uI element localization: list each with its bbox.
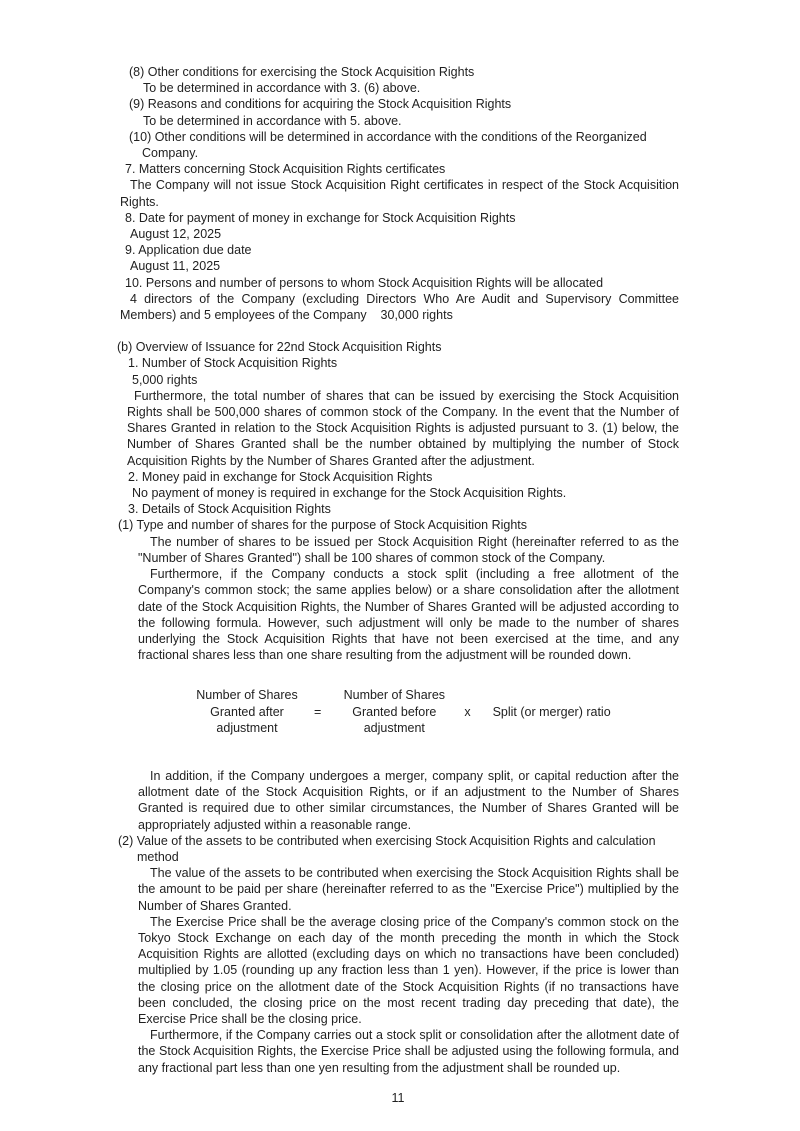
item-8-heading: (8) Other conditions for exercising the Stock Acquisition Rights — [129, 65, 475, 79]
multiply-sign: x — [464, 704, 471, 719]
clause-10-heading: 10. Persons and number of persons to whom Stock Acquisition Rights will be allocated — [125, 275, 604, 290]
detail-2-paragraph-3: Furthermore, if the Company carries out a stock split or consolidation after the allotment date of the Stock Acquisition Rights, the Exercise Price shall be adjusted using the following formula, and any fractional part less than one yen resulting from the adjustment shall be rounded up. — [138, 1028, 679, 1075]
item-8-body: To be determined in accordance with 3. (6) above. — [143, 81, 421, 96]
formula-middle-line-1: Number of Shares — [343, 688, 446, 703]
detail-1-paragraph-3: In addition, if the Company undergoes a merger, company split, or capital reduction after the allotment date of the Stock Acquisition Rights, or if an adjustment to the Number of Shares Granted is required due to other similar circumstances, the Number of Shares Granted will be appropriately adjusted within a reasonable range. — [138, 768, 679, 832]
page-number: 11 — [391, 1090, 405, 1105]
section-b-1-heading: 1. Number of Stock Acquisition Rights — [128, 356, 338, 371]
formula-right-term: Split (or merger) ratio — [492, 704, 611, 719]
clause-7-body: The Company will not issue Stock Acquisition Right certificates in respect of the Stock Acquisition Rights. — [120, 178, 679, 209]
item-10-paragraph: (10) Other conditions will be determined in accordance with the conditions of the Reorganized Company. — [129, 129, 647, 161]
clause-9-date: August 11, 2025 — [130, 259, 221, 274]
detail-1-paragraph-2: Furthermore, if the Company conducts a stock split (including a free allotment of the Company's common stock; the same applies below) or a share consolidation after the allotment date of the Stock Acquisition Rights, the Number of Shares Granted will be adjusted according to the following formula. However, such adjustment will only be made to the number of shares underlying the Stock Acquisition Rights that have not been exercised at the time, and any fractional shares less than one share resulting from the adjustment will be rounded down. — [138, 567, 679, 663]
detail-1-paragraph-1: The number of shares to be issued per Stock Acquisition Right (hereinafter referred to as the "Number of Shares Granted") shall be 100 shares of common stock of the Company. — [138, 534, 679, 565]
clause-10-body: 4 directors of the Company (excluding Directors Who Are Audit and Supervisory Committee Members) and 5 employees of the Company 30,000 rights — [120, 291, 679, 323]
clause-8-heading: 8. Date for payment of money in exchange for Stock Acquisition Rights — [125, 210, 516, 225]
formula-middle-term — [342, 687, 446, 736]
section-b-1-value: 5,000 rights — [132, 372, 198, 387]
clause-7-heading: 7. Matters concerning Stock Acquisition Rights certificates — [125, 162, 446, 177]
equals-sign: = — [314, 704, 322, 719]
share-adjustment-formula — [117, 687, 679, 736]
clause-9-heading: 9. Application due date — [125, 243, 252, 258]
section-b-1-paragraph: Furthermore, the total number of shares that can be issued by exercising the Stock Acquisition Rights shall be 500,000 shares of common stock of the Company. In the event that the Number of Shares Granted in relation to the Stock Acquisition Rights is adjusted pursuant to 3. (1) below, the Number of Shares Granted shall be the number obtained by multiplying the number of Stock Acquisition Rights by the Number of Shares Granted after the adjustment. — [127, 388, 679, 468]
section-b-2-paragraph: No payment of money is required in exchange for the Stock Acquisition Rights. — [132, 486, 567, 501]
section-b-heading: (b) Overview of Issuance for 22nd Stock Acquisition Rights — [117, 340, 442, 355]
item-9-heading: (9) Reasons and conditions for acquiring the Stock Acquisition Rights — [129, 97, 512, 112]
formula-left-line-2: Granted after — [210, 704, 284, 719]
detail-2-paragraph-1: The value of the assets to be contributed when exercising the Stock Acquisition Rights shall be the amount to be paid per share (hereinafter referred to as the "Exercise Price") multiplied by the Number of Shares Granted. — [138, 866, 679, 913]
item-9-body: To be determined in accordance with 5. above. — [143, 113, 402, 128]
formula-left-line-1: Number of Shares — [196, 688, 298, 703]
section-b-2-heading: 2. Money paid in exchange for Stock Acquisition Rights — [128, 469, 433, 484]
formula-left-line-3: adjustment — [216, 720, 278, 735]
formula-left-term — [196, 687, 298, 736]
detail-2-paragraph-2: The Exercise Price shall be the average closing price of the Company's common stock on the Tokyo Stock Exchange on each day of the month preceding the month in which the Stock Acquisition Rights are allotted (excluding days on which no transactions have been concluded) multiplied by 1.05 (rounding up any fraction less than 1 yen). However, if the price is lower than the closing price on the allotment date of the Stock Acquisition Rights (if no transactions have been concluded, the closing price on the most recent trading day preceding that date), the Exercise Price shall be the closing price. — [138, 914, 679, 1026]
detail-1-heading: (1) Type and number of shares for the purpose of Stock Acquisition Rights — [118, 518, 528, 533]
formula-middle-line-3: adjustment — [363, 720, 425, 735]
detail-2-heading: (2) Value of the assets to be contributed when exercising Stock Acquisition Rights and calculation method — [118, 833, 656, 864]
clause-8-date: August 12, 2025 — [130, 227, 222, 242]
section-b-3-heading: 3. Details of Stock Acquisition Rights — [128, 502, 331, 517]
formula-middle-line-2: Granted before — [352, 704, 437, 719]
